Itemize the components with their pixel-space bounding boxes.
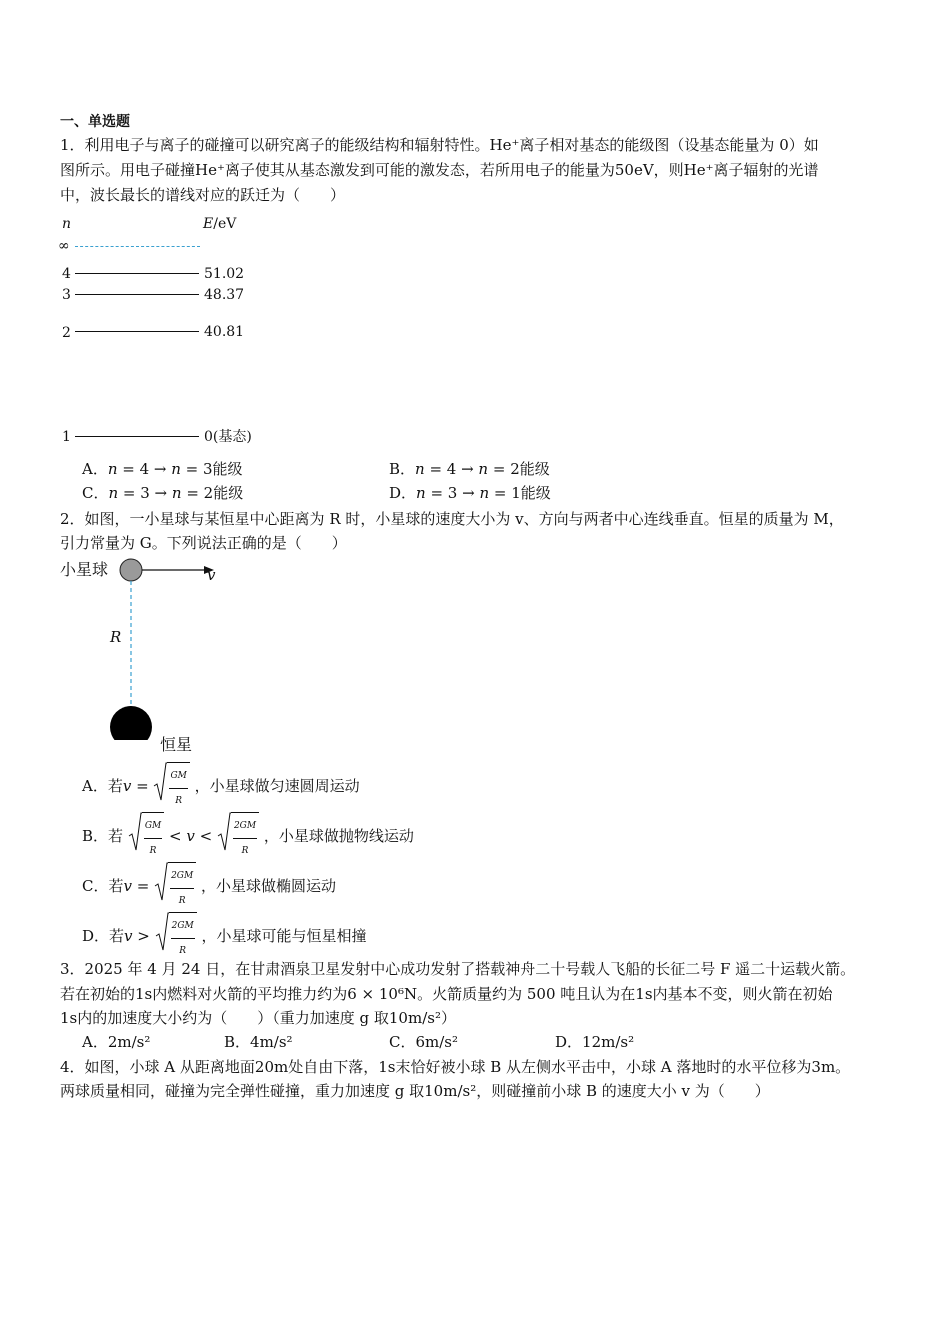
level-1-value: 0(基态)	[204, 429, 252, 445]
sqrt-gm-r: $\frac{GM}{R}$	[128, 812, 164, 862]
level-1-n: 1	[62, 429, 71, 445]
level-3-line	[75, 294, 199, 295]
q3-line-1: 3．2025 年 4 月 24 日，在甘肃酒泉卫星发射中心成功发射了搭载神舟二十号载人飞船的长征二号 F 遥二十运载火箭。	[60, 960, 856, 978]
q2-option-a[interactable]	[82, 762, 360, 812]
q3-option-d[interactable]: D．12m/s²	[555, 1033, 635, 1051]
velocity-label: v	[207, 566, 216, 584]
q1-option-d[interactable]: D．𝑛 = 3 → 𝑛 = 1能级	[389, 484, 551, 502]
q3-option-b[interactable]: B．4m/s²	[224, 1033, 293, 1051]
q2-b-mid: < 𝑣 <	[169, 827, 213, 845]
level-3-value: 48.37	[204, 287, 245, 303]
distance-label: R	[110, 628, 122, 646]
q3-line-2: 若在初始的1s内燃料对火箭的平均推力约为6 × 10⁶N。火箭质量约为 500 吨且认为在1s内基本不变，则火箭在初始	[60, 985, 833, 1003]
q1-option-b[interactable]: B．𝑛 = 4 → 𝑛 = 2能级	[389, 460, 550, 478]
section-title: 一、单选题	[60, 114, 130, 130]
q4-line-1: 4．如图，小球 A 从距离地面20m处自由下落，1s末恰好被小球 B 从左侧水平击中，小球 A 落地时的水平位移为3m。	[60, 1058, 851, 1076]
q2-c-post: ，小星球做椭圆运动	[201, 877, 337, 895]
q2-d-post: ，小星球可能与恒星相撞	[201, 927, 367, 945]
sqrt-2gm-r: $\frac{2GM}{R}$	[155, 912, 197, 962]
q1-line-1: 1．利用电子与离子的碰撞可以研究离子的能级结构和辐射特性。He⁺离子相对基态的能级图（设基态能量为 0）如	[60, 136, 819, 154]
q2-b-post: ，小星球做抛物线运动	[263, 827, 414, 845]
q3-line-3: 1s内的加速度大小约为（ ）（重力加速度 g 取10m/s²）	[60, 1009, 456, 1027]
planet-circle	[120, 559, 142, 581]
q2-option-b[interactable]	[82, 812, 414, 862]
q2-line-2: 引力常量为 G。下列说法正确的是（ ）	[60, 534, 347, 552]
level-3-n: 3	[62, 287, 71, 303]
star-label: 恒星	[160, 735, 193, 754]
q2-option-d[interactable]	[82, 912, 367, 962]
q2-line-1: 2．如图，一小星球与某恒星中心距离为 R 时，小星球的速度大小为 v、方向与两者中心连线垂直。恒星的质量为 M，	[60, 510, 844, 528]
q2-b-pre: B．若	[82, 827, 124, 845]
q1-option-c[interactable]: C．𝑛 = 3 → 𝑛 = 2能级	[82, 484, 244, 502]
sqrt-2gm-r: $\frac{2GM}{R}$	[217, 812, 259, 862]
q1-option-a[interactable]: A．𝑛 = 4 → 𝑛 = 3能级	[82, 460, 243, 478]
star-circle	[110, 706, 152, 740]
level-inf-line	[75, 246, 200, 247]
level-4-line	[75, 273, 199, 274]
level-1-line	[75, 436, 199, 437]
q2-option-c[interactable]	[82, 862, 336, 912]
q1-line-2: 图所示。用电子碰撞He⁺离子使其从基态激发到可能的激发态，若所用电子的能量为50eV，则He⁺离子辐射的光谱	[60, 161, 819, 179]
axis-e-label: E/eV	[203, 216, 237, 232]
level-2-n: 2	[62, 325, 71, 341]
planet-label: 小星球	[60, 560, 109, 579]
q1-line-3: 中，波长最长的谱线对应的跃迁为（ ）	[60, 186, 346, 204]
sqrt-gm-r: $\frac{GM}{R}$	[153, 762, 189, 812]
q2-a-pre: A．若𝑣 =	[82, 777, 149, 795]
q3-option-a[interactable]: A．2m/s²	[82, 1033, 151, 1051]
level-4-value: 51.02	[204, 266, 245, 282]
q2-d-pre: D．若𝑣 >	[82, 927, 150, 945]
sqrt-2gm-r: $\frac{2GM}{R}$	[154, 862, 196, 912]
level-2-line	[75, 331, 199, 332]
level-inf-n: ∞	[58, 238, 70, 254]
level-2-value: 40.81	[204, 324, 245, 340]
q4-line-2: 两球质量相同，碰撞为完全弹性碰撞，重力加速度 g 取10m/s²，则碰撞前小球 B 的速度大小 v 为（ ）	[60, 1082, 770, 1100]
axis-n-label: n	[62, 216, 72, 232]
q2-c-pre: C．若𝑣 =	[82, 877, 150, 895]
q3-option-c[interactable]: C．6m/s²	[389, 1033, 459, 1051]
level-4-n: 4	[62, 266, 71, 282]
q2-a-post: ，小星球做匀速圆周运动	[194, 777, 360, 795]
